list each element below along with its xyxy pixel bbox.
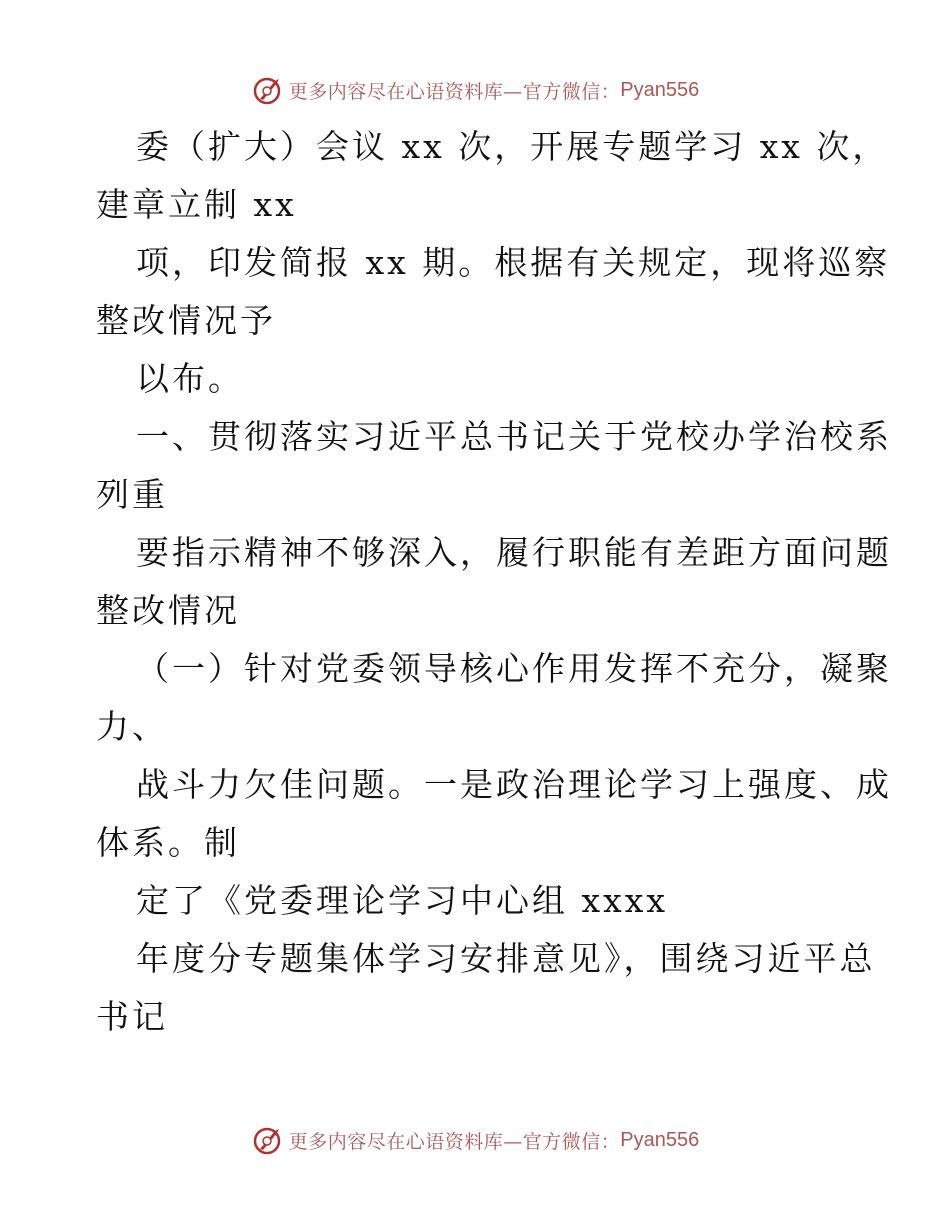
body-line: 年度分专题集体学习安排意见》，围绕习近平总 <box>136 939 876 978</box>
quill-logo-icon <box>251 1123 285 1157</box>
body-line: （一）针对党委领导核心作用发挥不充分，凝聚 <box>136 649 892 688</box>
watermark-text: 更多内容尽在心语资料库—官方微信： <box>288 80 621 103</box>
body-line: 定了《党委理论学习中心组 xxxx <box>136 881 668 920</box>
body-line: 体系。制 <box>96 823 240 862</box>
header-watermark <box>0 70 950 110</box>
body-line: 书记 <box>96 997 168 1036</box>
body-line: 整改情况 <box>96 591 240 630</box>
body-line: 力、 <box>96 707 168 746</box>
body-line: 一、贯彻落实习近平总书记关于党校办学治校系 <box>136 417 892 456</box>
watermark-brand: Pyan556 <box>620 78 700 101</box>
body-line: 战斗力欠佳问题。一是政治理论学习上强度、成 <box>136 765 892 804</box>
watermark-brand: Pyan556 <box>620 1128 700 1151</box>
body-line: 要指示精神不够深入，履行职能有差距方面问题 <box>136 533 892 572</box>
body-line: 列重 <box>96 475 168 514</box>
body-line: 建章立制 xx <box>96 185 297 224</box>
watermark-text: 更多内容尽在心语资料库—官方微信： <box>288 1130 621 1153</box>
body-line: 整改情况予 <box>96 301 276 340</box>
document-body <box>96 118 892 1046</box>
body-line: 委（扩大）会议 xx 次，开展专题学习 xx 次， <box>136 127 889 166</box>
quill-logo-icon <box>251 73 285 107</box>
body-line: 项，印发简报 xx 期。根据有关规定，现将巡察 <box>136 243 891 282</box>
body-line: 以布。 <box>136 359 244 398</box>
footer-watermark <box>0 1120 950 1160</box>
